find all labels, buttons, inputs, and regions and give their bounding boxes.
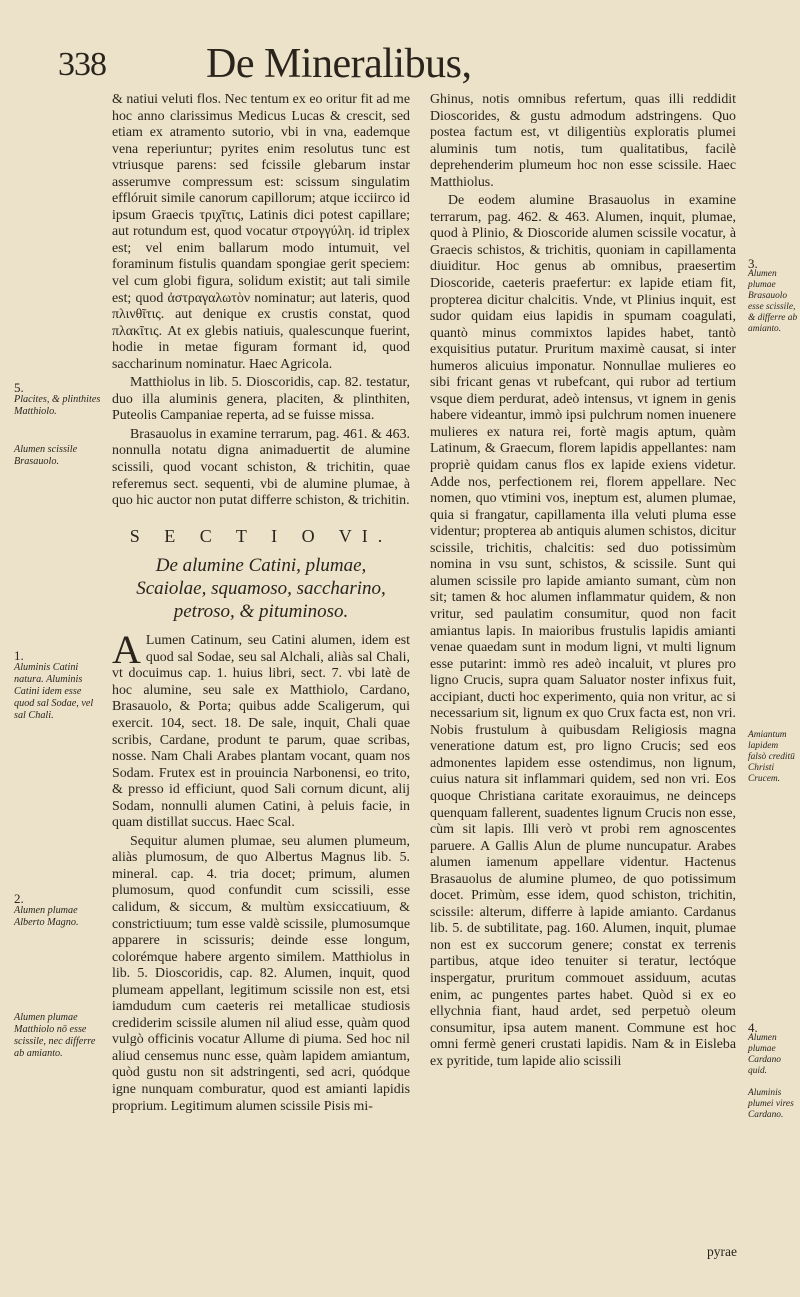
margin-note-number: 1. <box>14 648 24 663</box>
margin-note-text: Placites, & plinthites Matthiolo. <box>14 394 101 417</box>
page-number: 338 <box>58 46 106 83</box>
margin-note-number: 5. <box>14 380 24 395</box>
section-heading: S E C T I O VI. <box>129 525 393 546</box>
margin-note-text: Alumen plumae Cardano quid. <box>748 1033 781 1076</box>
margin-note-left-4 <box>14 893 102 929</box>
margin-note-right-2 <box>748 730 798 785</box>
margin-note-left-3 <box>14 650 102 722</box>
left-paragraph-2: Matthiolus in lib. 5. Dioscoridis, cap. 82. testatur, duo illa aluminis genera, placiten, & plinthiten, Puteolis Campaniae reperta, ad se fuisse missa. <box>112 375 410 424</box>
section-paragraph-1 <box>112 627 410 832</box>
margin-note-text: Alumen plumae Brasauolo esse scissile, & differre ab amianto. <box>748 269 798 334</box>
margin-note-text: Alumen scissile Brasauolo. <box>14 444 78 467</box>
left-paragraph-3: Brasauolus in examine terrarum, pag. 461. & 463. nonnulla notatu digna animaduertit de alumine scissili, quod vocant schiston, & trichitin, quae referemus sect. sequenti, vbi de alumine plumae, à quo hic auctor non putat differre schiston, & trichitin. <box>112 426 410 509</box>
margin-note-text: Alumen plumae Matthiolo nō esse scissile, nec differre ab amianto. <box>14 1012 96 1059</box>
catchword: pyrae <box>707 1244 737 1259</box>
margin-note-text: Amiantum lapidem falsò creditū Christi Crucem. <box>748 730 795 784</box>
margin-note-text: Aluminis plumei vires Cardano. <box>748 1088 794 1120</box>
drop-cap: A <box>112 627 141 673</box>
section-paragraph-1-text: Lumen Catinum, seu Catini alumen, idem est quod sal Sodae, seu sal Alchali, aliàs sal Chali, vt docuimus cap. 1. huius libri, sect. 7. vbi latè de hoc alumine, seu sale ex Matthiolo, Cardano, Brasauolo, & Porta; quibus adde Scaligerum, qui exercit. 104, sect. 18. De sale, inquit, Chali quae scribis, Cardane, produnt te parum, quae scribas, nosse. Nam Chali Arabes plantam vocant, quam nos Sodam. Frutex est in prouincia Narbonensi, eo trito, & presso id efficiunt, quod Sali cornum dicunt, alij Sodam, nonnulli alumen Catini, à peluis facie, in quam distillat succus. Haec Scal. <box>112 633 410 831</box>
margin-note-text: Aluminis Catini natura. Aluminis Catini idem esse quod sal Sodae, vel sal Chali. <box>14 662 94 721</box>
section-subtitle: De alumine Catini, plumae, Scaiolae, squamoso, saccharino, petroso, & pituminoso. <box>136 555 386 623</box>
margin-note-right-3 <box>748 1022 798 1077</box>
left-paragraph-1: & natiui veluti flos. Nec tentum ex eo oritur fit ad me hoc anno clarissimus Medicus Lucas & crescit, sed etiam ex atramento sutorio, vbi in vna, eademque vena reperiuntur; pyrites enim resolutus tunc est vtriusque parens: sed fcissile glebarum instar asserumve compressum est: scissum singulatim efflóruit simile canorum capillorum; atque icciirco id ipsum Graecis τριχῖτις, Latinis dici potest capillare; aut rotundum est, quod vocatur στρογγύλη. id triplex est; vel enim ballarum modo intumuit, vel foraminum fistulis quandam spongiae gerit speciem: vel cum globi figura, solidum existit; aut tali simile est; quod ἀστραγαλωτὸν nominatur; aut lateris, quod πλινθῖτις. aut denique ex crustis constat, quod πλακῖτις. At ex glebis natiuis, qualescunque fuerint, hodie in metae figuram formant id, quod saccharinum nominatur. Haec Agricola. <box>112 92 410 372</box>
left-column <box>112 92 410 1115</box>
margin-note-right-4 <box>748 1088 798 1121</box>
running-title: De Mineralibus, <box>206 41 472 87</box>
right-paragraph-1: Ghinus, notis omnibus refertum, quas illi reddidit Dioscorides, & gustu admodum adstringens. Quo postea factum est, vt diligentiùs exploratis plumei aluminis tum notis, tum qualitatibus, facilè deprehenderim plumeum hoc non esse scissile. Haec Matthiolus. <box>430 92 736 190</box>
margin-note-number: 2. <box>14 891 24 906</box>
margin-note-left-1 <box>14 382 102 418</box>
margin-note-right-1 <box>748 258 798 335</box>
margin-note-number: 4. <box>748 1020 758 1035</box>
right-column <box>430 92 736 1070</box>
right-paragraph-2: De eodem alumine Brasauolus in examine terrarum, pag. 462. & 463. Alumen, inquit, plumae, quod à Plinio, & Dioscoride alumen scissile vocatur, à Graecis schistos, & trichitis, quoniam in capillamenta diuiditur. Hoc genus ab omnibus, praesertim Dioscoride, caeteris praefertur: ex lapide etiam fit, propterea dicitur chalcitis. Vnde, vt Plinius inquit, est sudor quidam eius lapidis in spumam coagulati, quantò minus commixtos lapides habet, tantò exquisitius putatur. Pruritum maximè causat, si inter humeros alicuius imponatur. Nonnullae mulieres eo sibi fricant genas vt rubefcant, qui rubor ad tertium vsque diem perdurat, adeò intensus, vt ignem in genis habere videantur, immò ipsi pulchrum nomen inuenere mulieres ex natura rei, fortè magis aptum, quàm Latinum, & Graecum, florem lapidis appellantes: nam propriè quidam canus flos ex lapide exiens videtur. Adde nos, perfectionem rei, florem appellare. Nec nomen, quo vtimini vos, ineptum est, alumen plumae, quia si frangatur, capillamenta illa veluti pluma esse videntur; propterea ab antiquis alumen schistos, dicitur scissile, trichitis, chalcitis: sed duo potissimùm nomina in vsu sunt, schistos, & scissile. Sunt qui alumen scissile pro lapide amianto sumant, cùm non sit; tamen & hoc alumen inflammatur quidem, & non vritur, sed paulatim consumitur, quod non facit amiantus lapis. In maioribus frustulis lapidis amianti venae quaedam sunt in modum ligni, vt multi lignum esse putarint: immò res adeò incaluit, vt plures pro ligno Crucis, supra quam Saluator noster infixus fuit, accipiant, ducti hoc experimento, quia non vritur, ac si necessarium sit, lignum ex quo Crux facta est, non vri. Nobis frustulum à quibusdam Religiosis magna veneratione datum est, pro ligno Crucis; sed eos admonentes lapidem esse ostendimus, non lignum, cuius natura sit inflammari quidem, sed non vri. Eos quoque Christiana caritate exorauimus, ne deinceps quenquam fallerent, suadentes lignum Crucis non esse, cùm sit lapis. Illi verò vt probi rem agnoscentes paruere. A Gallis Alun de plume nuncupatur. Arabes alumen iamenum appellare videntur. Hactenus Brasauolus de alumine plumeo, de quo potissimum docet. Primùm, esse idem, quod schiston, trichitin, scissile: alterum, differre à lapide amianto. Cardanus lib. 5. de subtilitate, pag. 160. Alumen, inquit, plumae non est ex succorum genere; constat ex terrenis partibus, atque ideo tenuiter si teratur, lectóque inspergatur, pruritum commouet assiduum, acutas enim, ac pungentes partes habet. Quòd si ex eo ellychnia fiant, haud ardet, sed perpetuò oleum consumitur, ipsa autem manent. Commune est hoc omni fermè generi crustati lapidis. Nam & in Eisleba ex pyritide, tum lapide alio scissili <box>430 193 736 1069</box>
margin-note-text: Alumen plumae Alberto Magno. <box>14 905 79 928</box>
margin-note-left-5 <box>14 1012 102 1060</box>
section-paragraph-2: Sequitur alumen plumae, seu alumen plumeum, aliàs plumosum, de quo Albertus Magnus lib. 5. mineral. cap. 4. tria docet; primum, alumen plumosum, quod confundit cum scissili, esse calidum, & siccum, & multùm exsiccatiuum, & constrictiuum; tum esse valdè scissile, plumosumque apparere in scissuris; deinde esse longum, colorémque habere argento similem. Matthiolus in lib. 5. Dioscoridis, cap. 82. Alumen, inquit, quod plumeam appellant, legitimum scissile non est, etsi iamdudum cum caeteris rei metallicae studiosis crediderim scissile alumen nil aliud esse, quàm quod vulgò officinis vocatur Allume di piuma. Sed hoc nil aliud censemus nunc esse, quàm lapidem amiantum, quòd gustu non sit adstringenti, sed acri, quódque igne nunquam comburatur, quod est amianti lapidis proprium. Legitimum alumen scissile Pisis mi- <box>112 833 410 1114</box>
margin-note-left-2 <box>14 444 102 468</box>
margin-note-number: 3. <box>748 256 758 271</box>
